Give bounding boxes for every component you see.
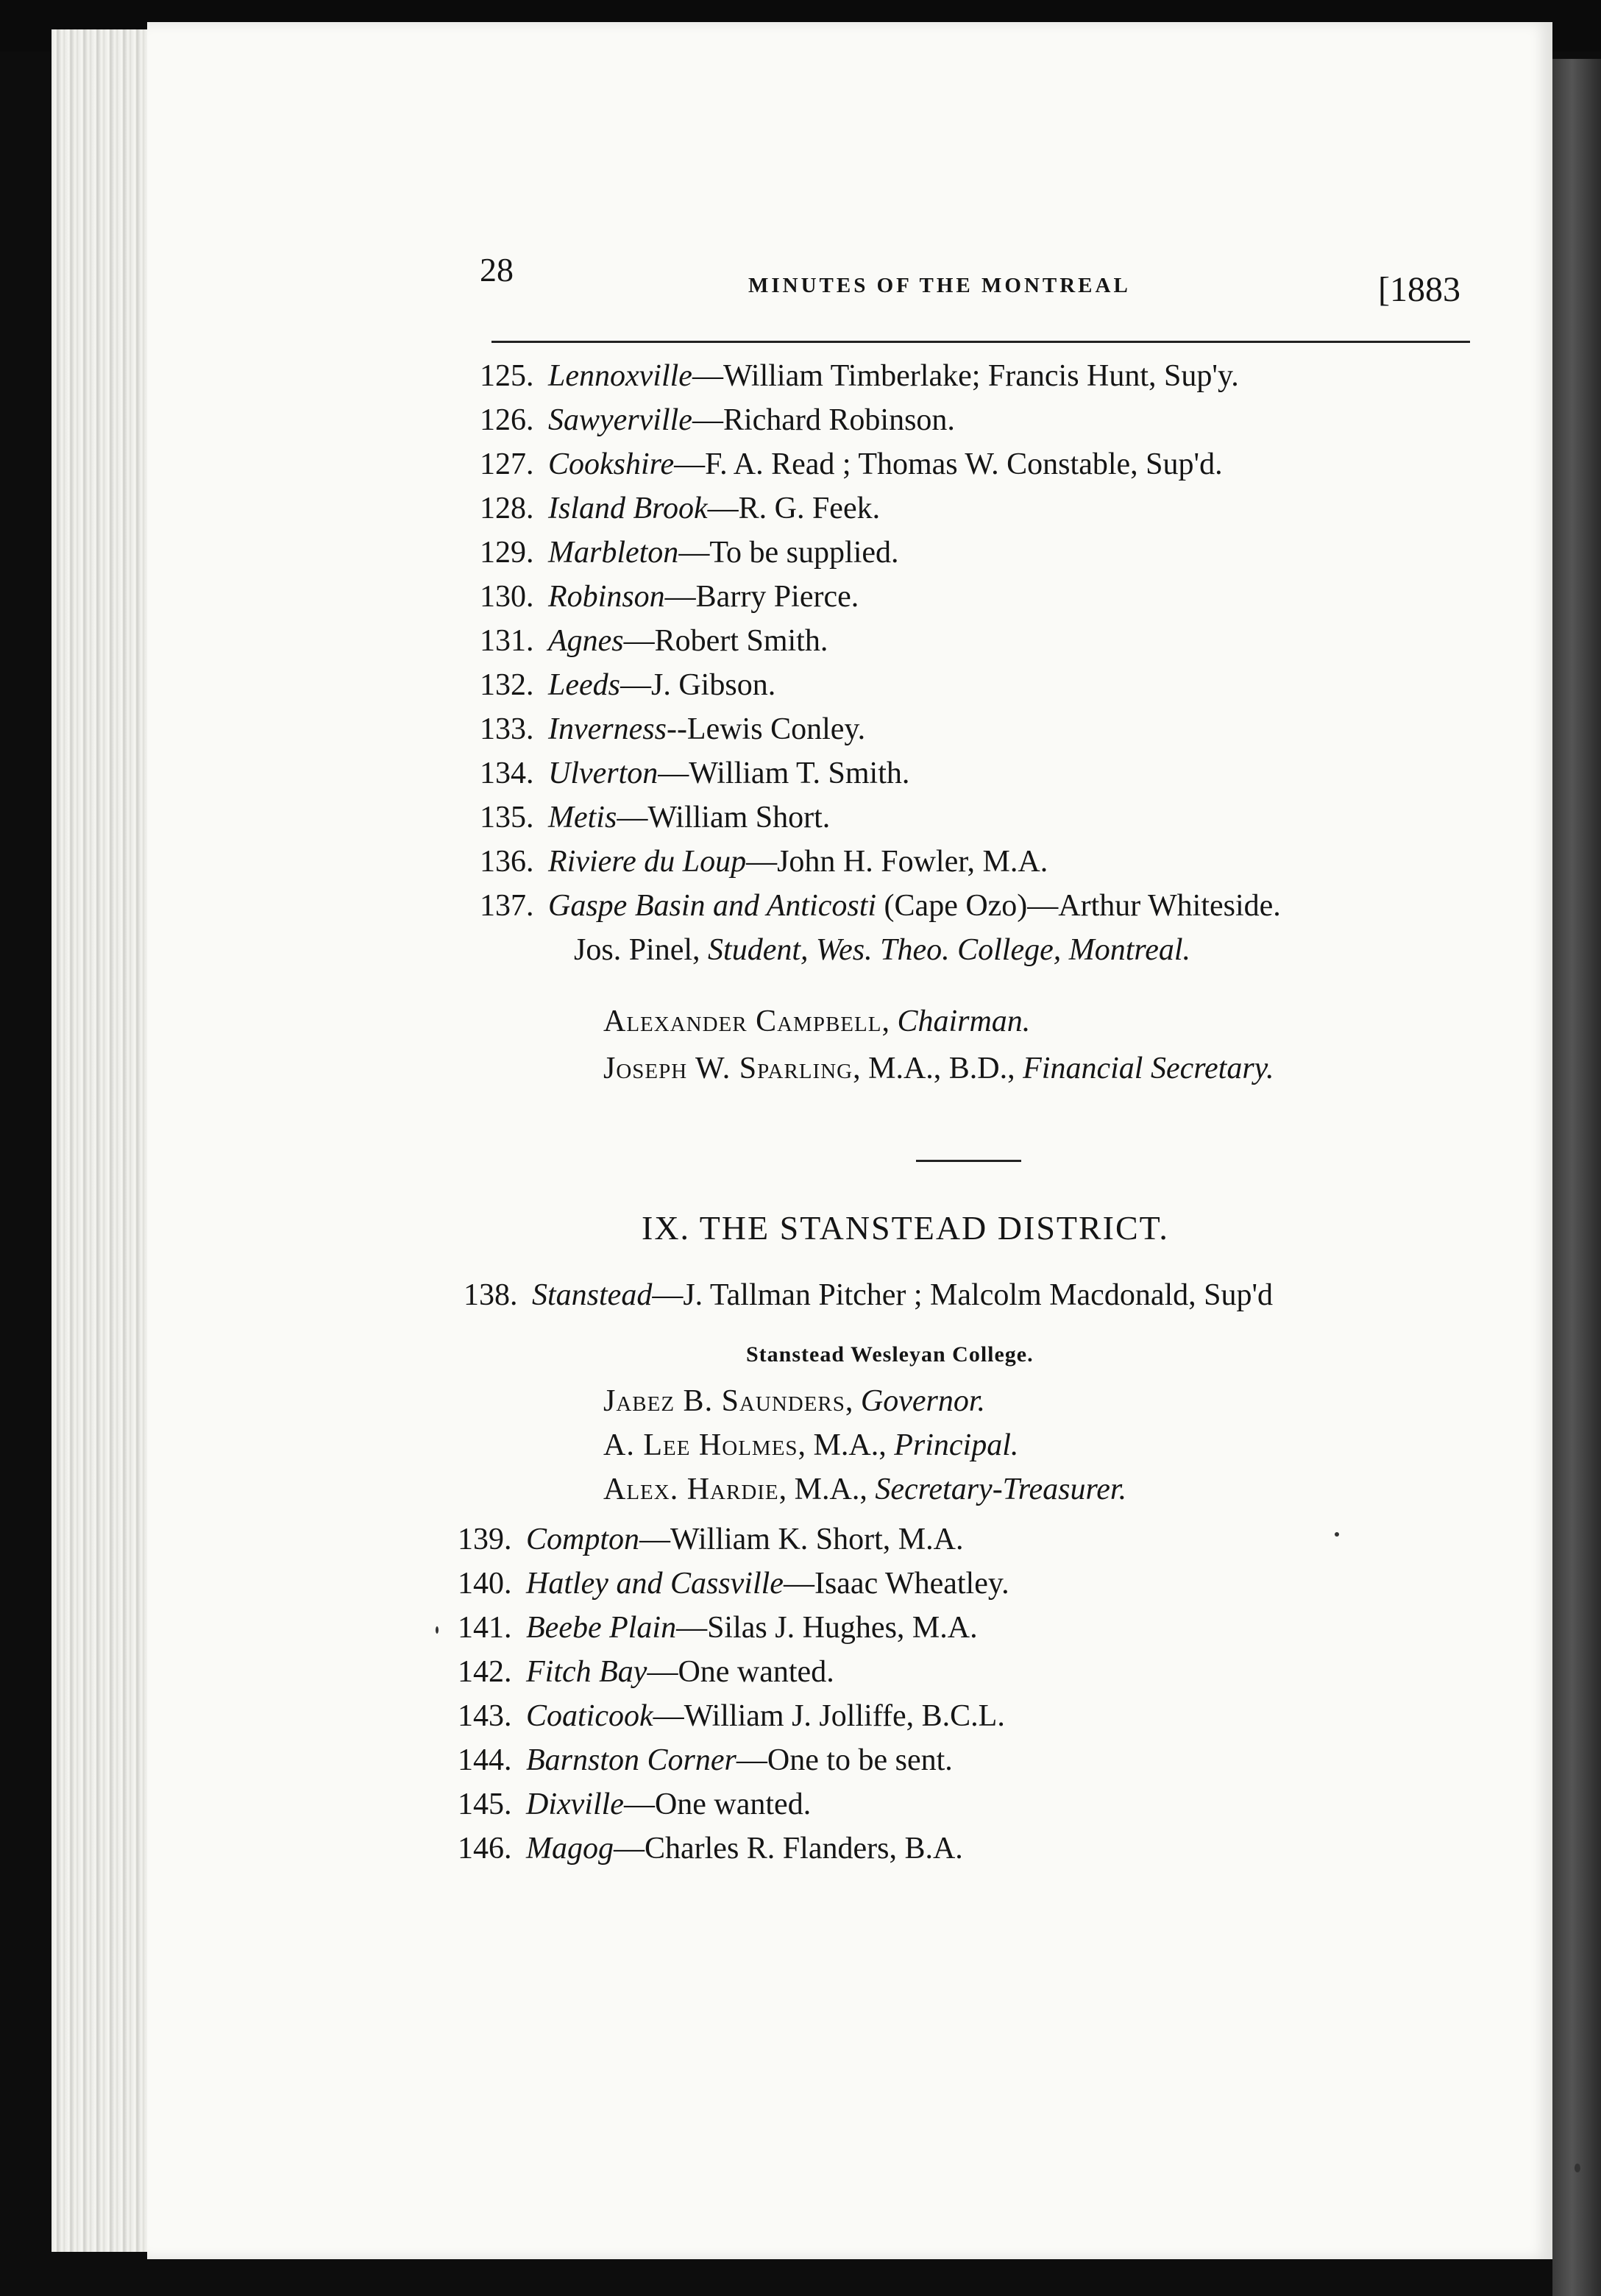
book-spine-shadow	[1552, 59, 1601, 2296]
entry-place: Compton	[526, 1523, 640, 1556]
district-heading: IX. THE STANSTEAD DISTRICT.	[642, 1209, 1169, 1247]
entry-place: Dixville	[526, 1787, 624, 1821]
entry-appointment: —William T. Smith.	[658, 757, 910, 790]
circuit-entry	[480, 535, 899, 570]
chairman-separator: ,	[881, 1005, 898, 1038]
staff-degrees: , M.A.,	[778, 1473, 876, 1506]
entry-place: Fitch Bay	[526, 1655, 647, 1689]
circuit-entry	[480, 447, 1223, 482]
staff-title: Secretary-Treasurer.	[875, 1473, 1127, 1506]
entry-appointment: —Silas J. Hughes, M.A.	[676, 1611, 978, 1645]
entry-appointment: —To be supplied.	[678, 536, 899, 570]
year-label: [1883	[1378, 270, 1460, 309]
entry-number: 139.	[458, 1523, 512, 1556]
secretary-line	[603, 1051, 1274, 1086]
entry-appointment: —Isaac Wheatley.	[783, 1567, 1009, 1601]
circuit-entry	[458, 1522, 963, 1557]
entry-number: 131.	[480, 624, 534, 658]
entry-number: 141.	[458, 1611, 512, 1645]
entry-appointment: —William K. Short, M.A.	[639, 1523, 964, 1556]
entry-place: Inverness	[548, 712, 667, 746]
entry-appointment: —One to be sent.	[736, 1743, 953, 1777]
entry-appointment: —Richard Robinson.	[692, 403, 955, 437]
circuit-entry	[458, 1654, 834, 1690]
entry-appointment: —Charles R. Flanders, B.A.	[614, 1832, 963, 1866]
circuit-entry	[464, 1278, 1273, 1313]
circuit-entry	[458, 1698, 1005, 1734]
staff-degrees: ,	[845, 1384, 861, 1418]
entry-number: 143.	[458, 1699, 512, 1733]
circuit-entry	[480, 667, 775, 703]
entry-appointment: —William Short.	[617, 801, 831, 835]
circuit-entry	[458, 1787, 811, 1822]
entry-appointment: —One wanted.	[623, 1787, 812, 1821]
student-line	[574, 932, 1190, 968]
entry-appointment: —William Timberlake; Francis Hunt, Sup'y.	[692, 359, 1239, 393]
entry-appointment: —Barry Pierce.	[664, 580, 859, 614]
entry-place: Agnes	[548, 624, 624, 658]
entry-number: 144.	[458, 1743, 512, 1777]
entry-number: 130.	[480, 580, 534, 614]
college-heading: Stanstead Wesleyan College.	[746, 1342, 1034, 1367]
student-name: Jos. Pinel,	[574, 933, 709, 967]
entry-appointment: —Robert Smith.	[623, 624, 828, 658]
ink-speck	[436, 1626, 439, 1634]
running-title: MINUTES OF THE MONTREAL	[748, 274, 1131, 297]
entry-number: 133.	[480, 712, 534, 746]
entry-number: 132.	[480, 668, 534, 702]
ink-speck	[1335, 1532, 1339, 1537]
circuit-entry	[480, 403, 955, 438]
entry-place: Barnston Corner	[526, 1743, 736, 1777]
staff-degrees: , M.A.,	[798, 1428, 895, 1462]
secretary-name: Joseph W. Sparling	[603, 1052, 853, 1085]
circuit-entry	[480, 756, 909, 791]
entry-number: 142.	[458, 1655, 512, 1689]
staff-title: Principal.	[894, 1428, 1019, 1462]
entry-appointment: —One wanted.	[647, 1655, 834, 1689]
entry-appointment: —R. G. Feek.	[707, 492, 881, 525]
entry-number: 137.	[480, 889, 534, 923]
entry-number: 125.	[480, 359, 534, 393]
circuit-entry	[480, 800, 830, 835]
entry-place: Riviere du Loup	[548, 845, 747, 879]
college-staff-line	[603, 1472, 1126, 1507]
circuit-entry	[480, 712, 865, 747]
entry-place: Gaspe Basin and Anticosti	[548, 889, 877, 923]
staff-title: Governor.	[860, 1384, 986, 1418]
student-role: Student, Wes. Theo. College, Montreal.	[708, 933, 1191, 967]
entry-appointment: —William J. Jolliffe, B.C.L.	[653, 1699, 1005, 1733]
staff-name: Jabez B. Saunders	[603, 1384, 845, 1418]
entry-place: Beebe Plain	[526, 1611, 677, 1645]
entry-number: 135.	[480, 801, 534, 835]
college-staff-line	[603, 1383, 985, 1419]
entry-number: 126.	[480, 403, 534, 437]
entry-appointment: --Lewis Conley.	[666, 712, 866, 746]
circuit-entry	[480, 491, 880, 526]
section-divider	[916, 1160, 1021, 1162]
circuit-entry	[458, 1743, 953, 1778]
page-number: 28	[480, 251, 514, 288]
entry-number: 127.	[480, 447, 534, 481]
entry-number: 138.	[464, 1278, 518, 1312]
entry-appointment: —J. Tallman Pitcher ; Malcolm Macdonald, Sup'd	[652, 1278, 1274, 1312]
entry-place: Metis	[548, 801, 617, 835]
circuit-entry	[480, 888, 1281, 924]
entry-number: 146.	[458, 1832, 512, 1866]
entry-number: 145.	[458, 1787, 512, 1821]
ink-speck	[1575, 2164, 1580, 2172]
entry-appointment: —J. Gibson.	[620, 668, 776, 702]
staff-name: Alex. Hardie	[603, 1473, 779, 1506]
circuit-entry	[480, 358, 1239, 394]
entry-number: 136.	[480, 845, 534, 879]
chairman-name: Alexander Campbell	[603, 1005, 882, 1038]
circuit-entry	[480, 844, 1048, 879]
entry-place: Magog	[526, 1832, 614, 1866]
entry-place: Marbleton	[548, 536, 679, 570]
secretary-title: Financial Secretary.	[1023, 1052, 1274, 1085]
entry-place: Island Brook	[548, 492, 708, 525]
entry-number: 129.	[480, 536, 534, 570]
secretary-degrees: , M.A., B.D.,	[853, 1052, 1023, 1085]
entry-place: Leeds	[548, 668, 620, 702]
staff-name: A. Lee Holmes	[603, 1428, 798, 1462]
circuit-entry	[458, 1610, 978, 1645]
circuit-entry	[480, 623, 828, 659]
entry-place: Hatley and Cassville	[526, 1567, 784, 1601]
entry-place: Robinson	[548, 580, 665, 614]
entry-number: 134.	[480, 757, 534, 790]
entry-number: 128.	[480, 492, 534, 525]
entry-number: 140.	[458, 1567, 512, 1601]
entry-place: Lennoxville	[548, 359, 692, 393]
header-rule	[491, 341, 1470, 343]
entry-appointment: —John H. Fowler, M.A.	[746, 845, 1048, 879]
entry-place: Stanstead	[532, 1278, 653, 1312]
entry-place: Cookshire	[548, 447, 675, 481]
entry-appointment: (Cape Ozo)—Arthur Whiteside.	[876, 889, 1281, 923]
circuit-entry	[480, 579, 859, 614]
circuit-entry	[458, 1566, 1009, 1601]
entry-appointment: —F. A. Read ; Thomas W. Constable, Sup'd.	[674, 447, 1223, 481]
entry-place: Coaticook	[526, 1699, 653, 1733]
chairman-title: Chairman.	[897, 1005, 1031, 1038]
entry-place: Sawyerville	[548, 403, 692, 437]
circuit-entry	[458, 1831, 963, 1866]
chairman-line	[603, 1004, 1030, 1039]
entry-place: Ulverton	[548, 757, 658, 790]
college-staff-line	[603, 1428, 1018, 1463]
book-page	[147, 22, 1552, 2259]
